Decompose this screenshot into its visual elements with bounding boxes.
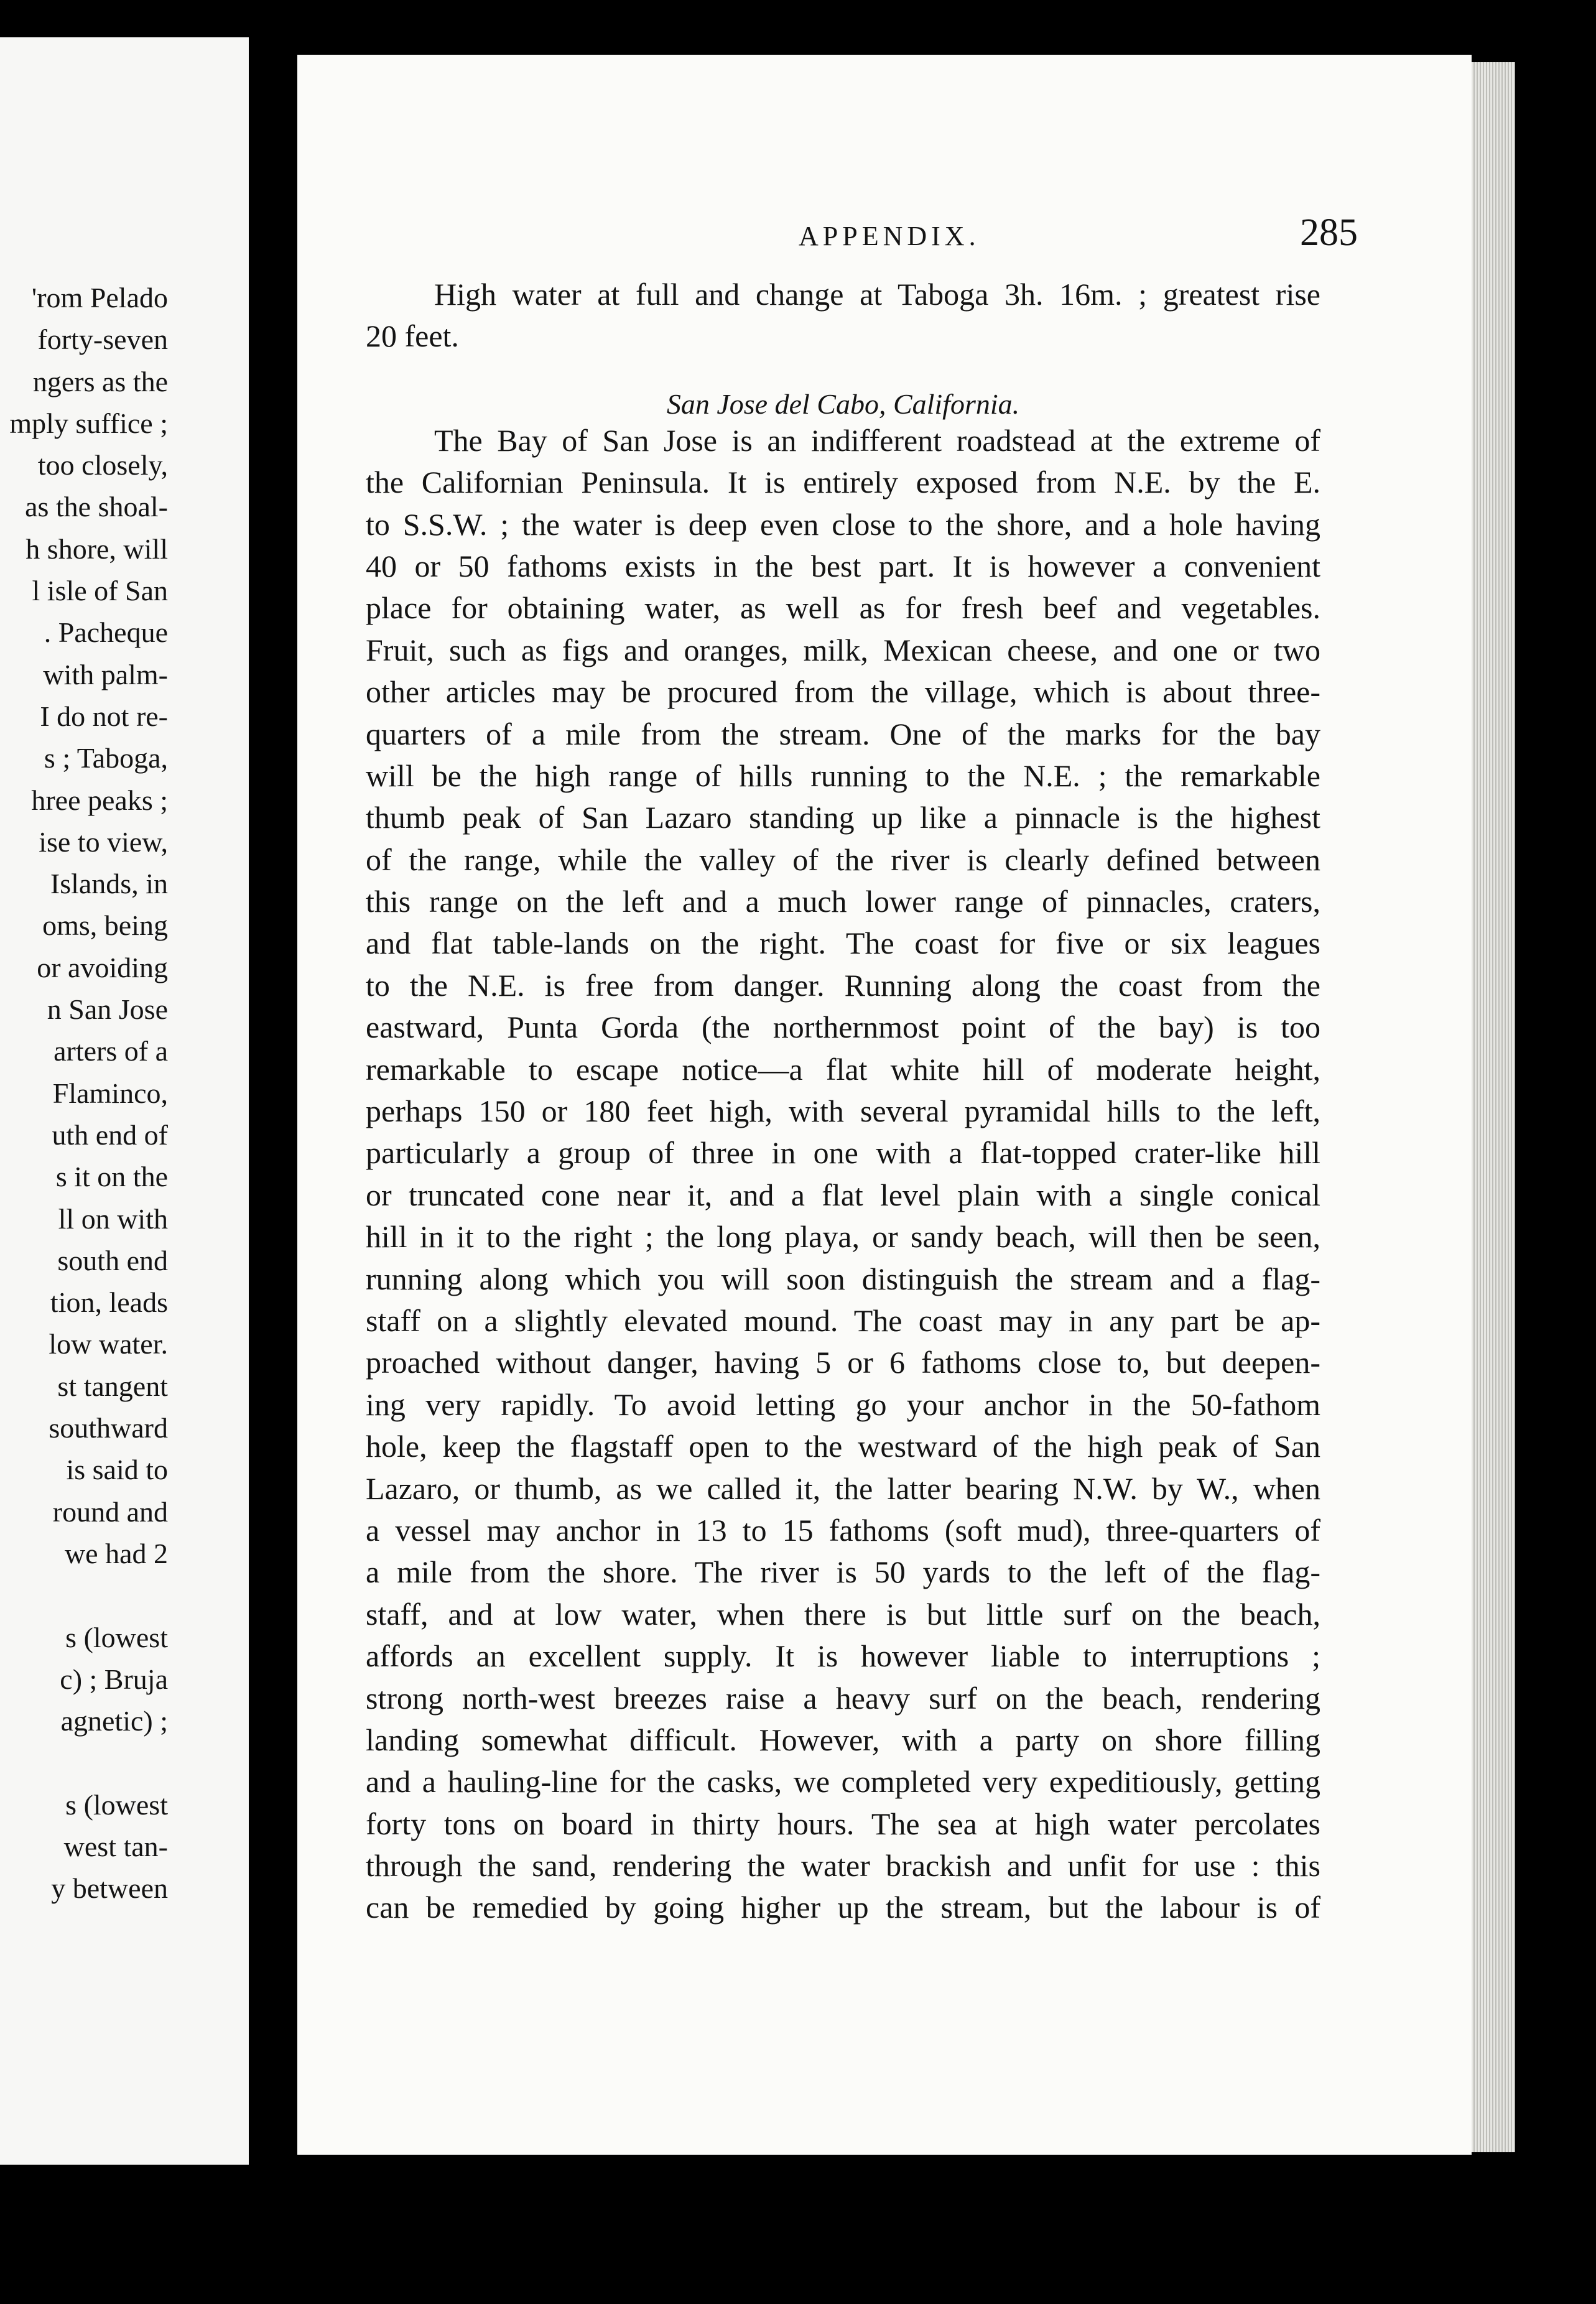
left-page-line: agnetic) ; [60,1705,168,1737]
intro-line: 20 feet. [366,318,459,354]
left-page-line: s it on the [55,1161,168,1193]
left-page-line: n San Jose [47,993,168,1026]
body-line: forty tons on board in thirty hours. The sea at high water percolates [366,1806,1320,1841]
body-line: strong north-west breezes raise a heavy surf on the beach, rendering [366,1680,1320,1716]
left-page-line: st tangent [57,1370,168,1402]
body-line: and flat table-lands on the right. The coast for five or six leagues [366,926,1320,961]
body-line: remarkable to escape notice—a flat white hill of moderate height, [366,1051,1320,1087]
left-page-text [0,277,249,1910]
left-page-line: I do not re- [40,700,168,732]
body-line: a mile from the shore. The river is 50 yards to the left of the flag- [366,1554,1320,1590]
left-page-line: or avoiding [37,951,168,983]
left-page-line: . Pacheque [44,616,168,649]
body-line: quarters of a mile from the stream. One of the marks for the bay [366,716,1320,751]
left-page-line: low water. [49,1328,168,1360]
intro-line: High water at full and change at Taboga 3h. 16m. ; greatest rise [434,277,1320,312]
left-page-line [0,1742,249,1783]
body-line: this range on the left and a much lower range of pinnacles, craters, [366,884,1320,919]
left-page-line: s ; Taboga, [44,742,168,774]
body-line: and a hauling-line for the casks, we completed very expeditiously, getting [366,1764,1320,1800]
body-line: thumb peak of San Lazaro standing up like a pinnacle is the highest [366,800,1320,835]
body-line: staff on a slightly elevated mound. The coast may in any part be ap- [366,1303,1320,1338]
body-line: proached without danger, having 5 or 6 fathoms close to, but deepen- [366,1345,1320,1380]
body-line: Fruit, such as figs and oranges, milk, Mexican cheese, and one or two [366,632,1320,667]
left-page-line: ise to view, [39,825,168,858]
body-line: place for obtaining water, as well as for fresh beef and vegetables. [366,590,1320,626]
left-page-line: arters of a [53,1035,168,1067]
page-header [297,211,1472,261]
left-page-line: c) ; Bruja [60,1663,168,1695]
body-line: the Californian Peninsula. It is entirely exposed from N.E. by the E. [366,465,1320,500]
left-page-line: round and [52,1495,168,1528]
body-line: other articles may be procured from the village, which is about three- [366,674,1320,710]
left-page-fragment [0,37,249,2165]
left-page-line: s (lowest [65,1788,168,1821]
main-page [297,55,1472,2155]
body-line: particularly a group of three in one with a flat-topped crater-like hill [366,1135,1320,1171]
body-line: staff, and at low water, when there is but little surf on the beach, [366,1596,1320,1632]
left-page-line: oms, being [42,909,168,942]
body-line: landing somewhat difficult. However, with a party on shore filling [366,1722,1320,1757]
body-line: through the sand, rendering the water brackish and unfit for use : this [366,1848,1320,1884]
body-line: or truncated cone near it, and a flat level plain with a single conical [366,1177,1320,1212]
body-line: a vessel may anchor in 13 to 15 fathoms (soft mud), three-quarters of [366,1512,1320,1548]
left-page-line: tion, leads [50,1286,168,1319]
body-paragraph [366,420,1320,1929]
body-line: to the N.E. is free from danger. Running along the coast from the [366,967,1320,1003]
left-page-line: west tan- [63,1830,168,1862]
left-page-line: ll on with [58,1202,168,1235]
left-page-line: Flaminco, [52,1077,168,1109]
body-line: The Bay of San Jose is an indifferent roadstead at the extreme of [434,422,1320,458]
left-page-line [0,1574,249,1616]
left-page-line: as the shoal- [25,491,168,523]
left-page-line: h shore, will [26,532,168,565]
left-page-line: forty-seven [37,323,168,356]
left-page-line: too closely, [37,449,168,481]
left-page-line: uth end of [52,1118,168,1151]
body-line: hill in it to the right ; the long playa, or sandy beach, will then be seen, [366,1219,1320,1255]
left-page-line: hree peaks ; [31,784,168,816]
body-line: to S.S.W. ; the water is deep even close to the shore, and a hole having [366,506,1320,542]
body-line: 40 or 50 fathoms exists in the best part. It is however a convenient [366,548,1320,583]
body-line: affords an excellent supply. It is however liable to interruptions ; [366,1638,1320,1674]
left-page-line: 'rom Pelado [31,282,168,314]
left-page-line: Islands, in [50,868,168,900]
body-line: ing very rapidly. To avoid letting go your anchor in the 50-fathom [366,1387,1320,1422]
left-page-line: we had 2 [64,1537,168,1569]
body-line: can be remedied by going higher up the stream, but the labour is of [366,1890,1320,1925]
left-page-line: ngers as the [32,365,168,397]
body-line: eastward, Punta Gorda (the northernmost point of the bay) is too [366,1010,1320,1045]
running-head: APPENDIX. [799,221,980,251]
body-line: perhaps 150 or 180 feet high, with several pyramidal hills to the left, [366,1094,1320,1129]
left-page-line: is said to [66,1454,168,1486]
left-page-line: south end [57,1244,168,1276]
page-edges [1472,62,1515,2152]
book-gutter [249,0,297,2304]
left-page-line: l isle of San [32,575,168,607]
section-subheading: San Jose del Cabo, California. [666,388,1020,420]
body-line: hole, keep the flagstaff open to the westward of the high peak of San [366,1429,1320,1464]
body-line: will be the high range of hills running to the N.E. ; the remarkable [366,758,1320,793]
left-page-line: mply suffice ; [9,407,168,439]
body-line: Lazaro, or thumb, as we called it, the latter bearing N.W. by W., when [366,1470,1320,1506]
body-line: running along which you will soon distinguish the stream and a flag- [366,1261,1320,1296]
left-page-line: southward [49,1412,168,1444]
left-page-line: y between [51,1872,168,1905]
left-page-line: with palm- [43,658,168,690]
body-line: of the range, while the valley of the river is clearly defined between [366,842,1320,877]
left-page-line: s (lowest [65,1621,168,1653]
page-number: 285 [1300,211,1358,254]
text-block [366,274,1320,1929]
